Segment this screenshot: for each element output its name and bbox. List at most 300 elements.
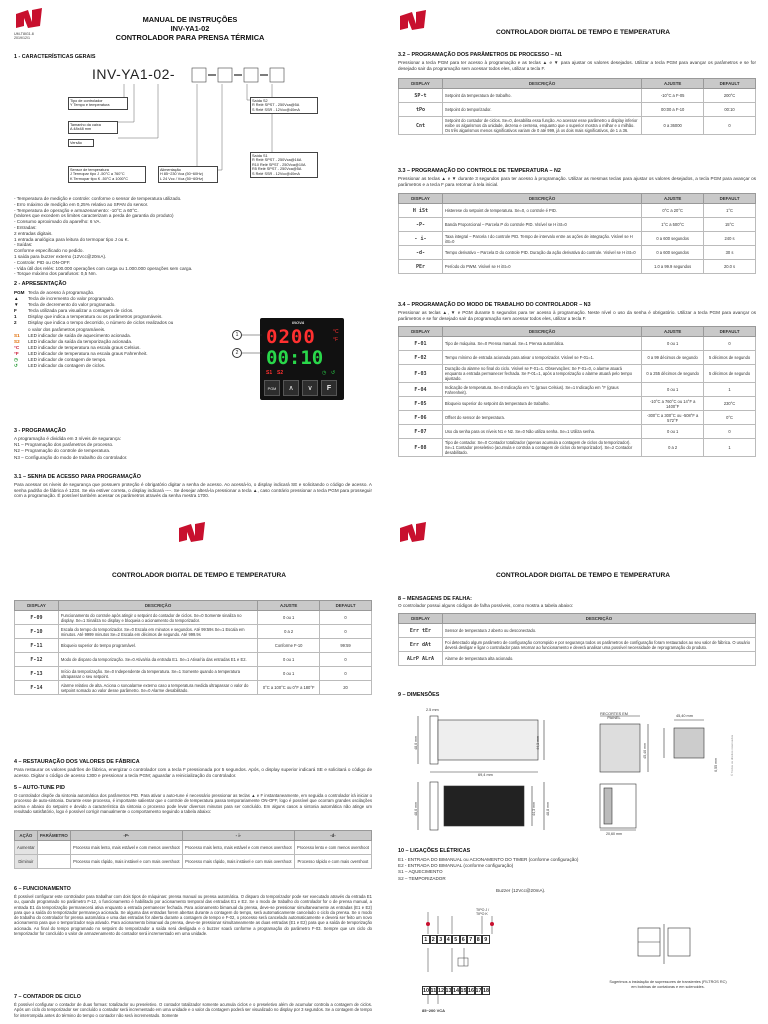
- presentation-key: 2: [14, 320, 17, 326]
- programming-levels: [14, 436, 374, 461]
- tipo-title: Tipo de controlador: [70, 99, 103, 103]
- faults-text: O controlador possui alguns códigos de falha possíveis, como mostra a tabela abaixo:: [398, 603, 574, 608]
- table-n3: [398, 326, 756, 457]
- presentation-desc: LED indicador da saída da temporização acionada.: [28, 338, 133, 344]
- value-cell: 0 a 2: [258, 625, 320, 639]
- table-row: [399, 397, 756, 411]
- snubber-diagram: [634, 920, 704, 980]
- tuning-effect: Processo mais lento, mais estável e com menos overshoot: [182, 841, 294, 855]
- spec-line: - Temperatura de operação e armazenamento: -10°C a 60°C.: [14, 207, 139, 213]
- value-cell: 30 s: [704, 246, 756, 260]
- spec-line: - Erro máximo de medição em 0,25% relativo ao SPAN do sensor.: [14, 201, 149, 207]
- table-header-cell: AÇÃO: [15, 831, 38, 841]
- value-cell: 15°C: [704, 218, 756, 232]
- callout-2: 2: [232, 348, 242, 358]
- s2-s: S Relé SSR - 12Vcc@40mA: [252, 107, 300, 112]
- description-cell: Setpoint do temporizador.: [442, 103, 641, 117]
- alim-title: Alimentação: [160, 168, 181, 172]
- tuning-effect: Processo mais lento, mais estável e com menos overshoot: [70, 841, 182, 855]
- led-f: °F: [333, 337, 339, 343]
- table-row: [15, 611, 372, 625]
- dim-f: 45,40 mm: [676, 714, 693, 718]
- spec-line: - Torque máximo dos parafusos: 0,5 Nm.: [14, 271, 97, 277]
- section-n1: 3.2 – PROGRAMAÇÃO DOS PARÂMETROS DE PROCESSO – N1: [398, 52, 563, 58]
- spec-line: 1 saída para buzzer externo (12Vcc@20mA).: [14, 253, 107, 259]
- table-header-row: [15, 831, 372, 841]
- s2-box: [250, 97, 318, 114]
- value-cell: 99:59: [320, 639, 372, 653]
- display-code: H iSt: [399, 204, 443, 218]
- tuning-effect: Processo lento e com menos overshoot: [294, 841, 371, 855]
- display-code: F-14: [15, 681, 59, 695]
- value-cell: 0 ou 1: [258, 667, 320, 681]
- display-code: F-10: [15, 625, 59, 639]
- value-cell: 0 ou 1: [642, 337, 704, 351]
- table-row: [399, 652, 756, 666]
- table-header-row: [15, 601, 372, 611]
- sensor-k: K Termopar tipo K -50°C a 1000°C: [70, 176, 129, 181]
- page-1: [0, 0, 384, 512]
- presentation-key: S2: [14, 338, 20, 344]
- value-cell: 0°C: [704, 411, 756, 425]
- programming-line: N1 – Programação dos parâmetros de processo.: [14, 442, 114, 448]
- presentation-desc: LED indicador de saída de aquecimento acionada.: [28, 332, 131, 338]
- terminal: 12: [438, 988, 444, 994]
- s1-s: S Relé SSR - 12Vcc@40mA: [252, 171, 300, 176]
- wiring-line: E1 - ENTRADA DO BIMANUAL ou ACIONAMENTO DO TIMER (conforme configuração): [398, 857, 579, 862]
- terminal: 9: [482, 935, 490, 944]
- terminal: 18: [483, 988, 489, 994]
- sensor-box: [68, 166, 146, 183]
- presentation-desc: Tecla de decremento do valor programado.: [28, 302, 116, 308]
- callout-1: 1: [232, 330, 242, 340]
- display-code: F-08: [399, 439, 443, 457]
- spec-line: (Valores que excedem os limites caracterizam a perda de garantia do produto): [14, 213, 174, 219]
- presentation-desc: Display que indica o tempo decorrido, o número de ciclos realizados ou: [28, 320, 174, 326]
- brand-logo: [177, 522, 207, 544]
- tamanho-value: A 48x48 mm: [70, 127, 92, 132]
- table-faults: [398, 613, 756, 666]
- section-general: 1 - CARACTERÍSTICAS GERAIS: [14, 54, 96, 60]
- value-cell: 0 ou 1: [258, 611, 320, 625]
- value-cell: 0°C a 20°C: [642, 204, 704, 218]
- value-cell: 1: [704, 383, 756, 397]
- table-row: [399, 439, 756, 457]
- value-cell: 0: [320, 625, 372, 639]
- display-code: PEr: [399, 260, 443, 274]
- table-header-row: [399, 194, 756, 204]
- display-code: F-07: [399, 425, 443, 439]
- tuning-spacer: [37, 855, 70, 869]
- display-code: F-03: [399, 365, 443, 383]
- description-cell: Tipo de contador. Se=0 Contador totalizador (apenas acumula a contagem de ciclos do temporizador). Se=1 Contador preseletivo (acumula e controla a contagem de ciclos do temporizador). Se=2 Contador desabilitado.: [442, 439, 641, 457]
- timer-icon: ◷: [322, 370, 327, 376]
- dim-d: 69,4 mm: [478, 773, 493, 777]
- terminal: 8: [475, 935, 483, 944]
- section-presentation: 2 - APRESENTAÇÃO: [14, 281, 67, 287]
- table-row: [15, 639, 372, 653]
- table-header-cell: DISPLAY: [399, 614, 443, 624]
- table-tuning: [14, 830, 372, 869]
- section-programming: 3 - PROGRAMAÇÃO: [14, 428, 66, 434]
- spec-line: - Consumo aproximado do aparelho: 6 VA.: [14, 219, 101, 225]
- page-4: [384, 512, 768, 1024]
- table-header-cell: DESCRIÇÃO: [442, 79, 641, 89]
- alim-l: L 24 Vcc / Vca (50~60Hz): [160, 176, 204, 181]
- value-cell: 0 a 36000: [642, 117, 704, 135]
- sensor-title: Sensor de temperatura: [70, 168, 109, 172]
- presentation-key: F: [14, 308, 17, 314]
- brand-code: UM-T8IG1.8: [14, 32, 34, 36]
- table-row: [399, 246, 756, 260]
- tuning-action: Aumentar: [15, 841, 38, 855]
- pgm-button[interactable]: PGM: [264, 380, 280, 396]
- table-row: [399, 337, 756, 351]
- alim-h: H 85~230 Vca (50~60Hz): [160, 172, 204, 177]
- terminal: 3: [437, 935, 445, 944]
- table-header-cell: DESCRIÇÃO: [442, 194, 641, 204]
- page-header: CONTROLADOR DIGITAL DE TEMPO E TEMPERATURA: [112, 572, 286, 579]
- tamanho-title: Tamanho da caixa: [70, 123, 101, 127]
- terminal: 10: [423, 988, 429, 994]
- display-code: Err tEr: [399, 624, 443, 638]
- n3-text: Pressionar as teclas ▲, ▼ e PGM durante 5 segundos para ter acesso à programação. Neste nível o uso da senha é obrigatório. Utilizar a tecla PGM para avançar os parâmetros e se for desejado sair da programação sem acessar todos eles, utilizar a tecla F.: [398, 310, 756, 321]
- presentation-list: [14, 290, 239, 369]
- section-faults: 8 – MENSAGENS DE FALHA:: [398, 596, 472, 602]
- section-factory: 4 – RESTAURAÇÃO DOS VALORES DE FÁBRICA: [14, 759, 140, 765]
- table-row: [399, 89, 756, 103]
- table-header-cell: DESCRIÇÃO: [58, 601, 257, 611]
- table-row: [399, 624, 756, 638]
- dim-i: 48,0 mm: [414, 801, 419, 816]
- value-cell: 0 ou 1: [642, 425, 704, 439]
- value-cell: 0: [320, 667, 372, 681]
- page-2: [384, 0, 768, 512]
- table-header-cell: AJUSTE: [642, 327, 704, 337]
- table-row: [15, 667, 372, 681]
- spec-line: - Controle: PID ou ON-OFF.: [14, 259, 71, 265]
- presentation-desc: LED indicador de temperatura na escala graus Celsius.: [28, 344, 141, 350]
- description-cell: Banda Proporcional – Parcela P do controle PID. Visível se H iSt=0: [442, 218, 641, 232]
- value-cell: -10°C a F-05: [642, 89, 704, 103]
- table-header-cell: DISPLAY: [399, 194, 443, 204]
- value-cell: 0 a 600 segundos: [642, 232, 704, 246]
- table-header-cell: -P-: [70, 831, 182, 841]
- value-cell: 5 décimos de segundo: [704, 365, 756, 383]
- terminal: 1: [422, 935, 430, 944]
- description-cell: Alarme de temperatura alta acionado.: [442, 652, 755, 666]
- tuning-action: Diminuir: [15, 855, 38, 869]
- dim-c: 44,3 mm: [536, 735, 541, 750]
- callout-lines: [242, 333, 264, 357]
- f-button[interactable]: F: [321, 380, 337, 396]
- table-row: [399, 365, 756, 383]
- page-header: CONTROLADOR DIGITAL DE TEMPO E TEMPERATURA: [496, 572, 670, 579]
- value-cell: 1: [704, 439, 756, 457]
- tipo-box: [68, 97, 128, 110]
- table-header-cell: AJUSTE: [642, 79, 704, 89]
- specs-list: [14, 196, 374, 277]
- table-header-cell: PARÂMETRO: [37, 831, 70, 841]
- password-text: Para acessar os níveis de segurança que possuem proteção é obrigatório digitar a senha de acesso. Ao acessá-lo, o display indicará SE e solicitando o código de acesso. A senha padrão de fábrica é 1234. Se ela estiver correta, o display indicará ----. Se desejar alterá-la pressionar a tecla ▲, caso contrário pressionar a tecla PGM para prosseguir com a programação. É possível também acessar os parâmetros através da senha mestra 1700.: [14, 482, 372, 499]
- value-cell: 0 a 255 décimos de segundo: [642, 365, 704, 383]
- programming-line: N2 – Programação do controle de temperatura.: [14, 448, 111, 454]
- value-cell: 230°C: [704, 397, 756, 411]
- presentation-key: S1: [14, 332, 20, 338]
- presentation-row: [14, 363, 239, 369]
- description-cell: Duração do alarme no final do ciclo. Visível se F-01=1. Observações: Se F-01=0, o alarme atuará enquanto a entrada permanecer fechada. Se F-01=1, após a temporização o alarme atuará pelo tempo ajustado.: [442, 365, 641, 383]
- buzzer-label: Buzzer (12Vcc@20mA).: [496, 888, 546, 893]
- spec-line: - Temperatura de medição e controle: conforme o sensor de temperatura utilizado.: [14, 196, 182, 201]
- table-row: [399, 260, 756, 274]
- terminal-row-bottom: [422, 986, 490, 995]
- presentation-key: ↺: [14, 363, 18, 369]
- presentation-desc: Display que indica a temperatura ou os parâmetros programáveis.: [28, 314, 163, 320]
- table-header-cell: AJUSTE: [642, 194, 704, 204]
- spec-line: - Saídas:: [14, 242, 33, 248]
- value-cell: 20: [320, 681, 372, 695]
- description-cell: Histerese do setpoint de temperatura. Se=0, o controle é PID.: [442, 204, 641, 218]
- doc-subtitle: CONTROLADOR PARA PRENSA TÉRMICA: [115, 33, 265, 42]
- factory-text: Para restaurar os valores padrões de fábrica, energizar o controlador com a tecla F pressionada por 5 segundos. Após, o display superior indicará SE e solicitará o código de acesso. Digitar o código de acesso 1300 e pressionar a tecla PGM; aguardar a reinicialização do controlador.: [14, 767, 372, 778]
- description-cell: Indicação de temperatura. Se=0 Indicação em °C (graus Celsius). Se=1 Indicação em °F (graus Fahrenheit).: [442, 383, 641, 397]
- brand-logo: [398, 522, 428, 544]
- value-cell: 1.0 a 99.9 segundos: [642, 260, 704, 274]
- versao-box: Versão: [68, 139, 94, 147]
- presentation-key: PGM: [14, 290, 25, 295]
- display-code: -d-: [399, 246, 443, 260]
- table-header-cell: DEFAULT: [704, 79, 756, 89]
- section-n3: 3.4 – PROGRAMAÇÃO DO MODO DE TRABALHO DO CONTROLADOR – N3: [398, 302, 591, 308]
- value-cell: Conforme F-10: [258, 639, 320, 653]
- table-row: [399, 218, 756, 232]
- page-3: [0, 512, 384, 1024]
- section-n2: 3.3 – PROGRAMAÇÃO DO CONTROLE DE TEMPERATURA – N2: [398, 168, 561, 174]
- description-cell: Alarme relativo de alta. Aciona o sonoalarme externo caso a temperatura medida ultrapassar o valor do setpoint somado ao valor desse parâmetro. Se=0 Alarme desabilitado.: [58, 681, 257, 695]
- tuning-effect: Processo mais rápido, mais instável e com mais overshoot: [182, 855, 294, 869]
- terminal: 11: [430, 988, 437, 994]
- led-s1: S1: [266, 370, 273, 376]
- table-header-row: [399, 614, 756, 624]
- n2-text: Pressionar as teclas ▲ e ▼ durante 3 segundos para ter acesso à programação. Utilizar as mesmas teclas para ajustar os valores desejados, a tecla PGM para avançar os parâmetros e a tecla F para retornar à tela inicial.: [398, 176, 756, 187]
- table-header-cell: DEFAULT: [704, 327, 756, 337]
- table-header-cell: DISPLAY: [15, 601, 59, 611]
- sensor-type-label: TIPO J / TIPO K: [476, 908, 490, 917]
- presentation-key: ▼: [14, 302, 19, 308]
- section-password: 3.1 – SENHA DE ACESSO PARA PROGRAMAÇÃO: [14, 474, 141, 480]
- value-cell: 5 décimos de segundo: [704, 351, 756, 365]
- display-code: Cnt: [399, 117, 443, 135]
- value-cell: 240 s: [704, 232, 756, 246]
- description-cell: Bloqueio superior do tempo programável.: [58, 639, 257, 653]
- display-code: F-05: [399, 397, 443, 411]
- display-bottom: 00:10: [266, 347, 324, 369]
- wiring-line: E2 - ENTRADA DO BIMANUAL (conforme configuração): [398, 863, 514, 869]
- table-row: [399, 638, 756, 652]
- device-illustration: [260, 318, 344, 400]
- table-row: [399, 204, 756, 218]
- table-row: [15, 653, 372, 667]
- display-top: 0200: [266, 326, 316, 348]
- presentation-desc: LED indicador da contagem de ciclos.: [28, 363, 106, 369]
- value-cell: 0: [704, 337, 756, 351]
- display-code: F-11: [15, 639, 59, 653]
- up-button[interactable]: ∧: [283, 380, 299, 396]
- supply-label: 85~200 VCA: [422, 1008, 446, 1013]
- display-code: F-06: [399, 411, 443, 425]
- description-cell: Funcionamento do controle após atingir o setpoint do contador de ciclos. Se=0 Somente sinaliza no display. Se=1 Sinaliza no display e bloqueia o acionamento do temporizador.: [58, 611, 257, 625]
- spec-line: - Entradas:: [14, 224, 37, 230]
- wiring-diagram: [420, 912, 510, 1010]
- spec-line: Conforme especificado no pedido.: [14, 248, 84, 254]
- dim-b: 48,0 mm: [414, 735, 419, 750]
- presentation-key: °F: [14, 350, 19, 356]
- display-code: ALrP ALrA: [399, 652, 443, 666]
- s1-r10: R10 Relé SPST - 250Vca@10A: [252, 162, 306, 167]
- s1-box: [250, 152, 318, 178]
- section-autotune: 5 – AUTO-TUNE PID: [14, 785, 65, 791]
- value-cell: 0 a 99 décimos de segundo: [642, 351, 704, 365]
- section-dimensions: 9 – DIMENSÕES: [398, 692, 440, 698]
- display-code: -P-: [399, 218, 443, 232]
- table-n2: [398, 193, 756, 274]
- table-row: [399, 117, 756, 135]
- table-header-cell: DISPLAY: [399, 79, 443, 89]
- description-cell: Tempo mínimo de entrada acionada para ativar o temporizador. Visível se F-01=1.: [442, 351, 641, 365]
- description-cell: Bloqueio superior do setpoint da temperatura de trabalho.: [442, 397, 641, 411]
- value-cell: 0: [704, 117, 756, 135]
- terminal: 14: [453, 988, 459, 994]
- table-row: [15, 681, 372, 695]
- value-cell: 0: [320, 611, 372, 625]
- doc-title: MANUAL DE INSTRUÇÕES: [142, 15, 238, 24]
- value-cell: 0: [320, 653, 372, 667]
- down-button[interactable]: ∨: [302, 380, 318, 396]
- description-cell: Escala do tempo do temporizador. Se=0 Escala em minutos e segundos. Até 99:59s Se=1 Escala em minutos. Até 9999 minutos Se=2 Escala em décimos de segundo. Até 999.9s: [58, 625, 257, 639]
- counter-text: É possível configurar o contador de duas formas: totalizador ou preseletivo. O contador totalizador somente acumula ciclos e o preseletivo além de acumular controla a contagem de ciclos. Após um ciclo do temporizador ser concluído o contador será incrementado em uma unidade e o valor da contagem poderá ser visualizado no display por 3 segundos. Se a contagem de tempo for interrompida antes do término do tempo o contador não será incrementado. Somente: [14, 1002, 372, 1018]
- s1-r: R Relé SPST - 250Vca@16A: [252, 158, 302, 163]
- led-c: °C: [333, 329, 339, 335]
- table-header-cell: DISPLAY: [399, 327, 443, 337]
- terminal: 15: [460, 988, 467, 994]
- terminal: 4: [445, 935, 453, 944]
- table-row: [399, 383, 756, 397]
- terminal-row-top: [422, 935, 490, 944]
- display-code: F-12: [15, 653, 59, 667]
- presentation-desc: LED indicador de temperatura na escala graus Fahrenheit.: [28, 350, 148, 356]
- programming-line: N3 – Configuração do modo de trabalho do controlador.: [14, 454, 128, 460]
- table-header-cell: DESCRIÇÃO: [442, 327, 641, 337]
- programming-line: A programação é dividida em 3 níveis de segurança:: [14, 436, 121, 441]
- table-header-cell: DEFAULT: [320, 601, 372, 611]
- table-n1: [398, 78, 756, 135]
- value-cell: 1°C a 500°C: [642, 218, 704, 232]
- presentation-key: 1: [14, 314, 17, 320]
- terminal: 17: [475, 988, 482, 994]
- terminal: 2: [430, 935, 438, 944]
- brand-logo: [398, 10, 428, 32]
- description-cell: Sensor de temperatura J aberto ou desconectado.: [442, 624, 755, 638]
- sensor-j: J Termopar tipo J -50°C a 760°C: [70, 172, 125, 177]
- description-cell: Offset do sensor de temperatura.: [442, 411, 641, 425]
- model-code-boxes: [190, 66, 300, 84]
- value-cell: 0 a 600 segundos: [642, 246, 704, 260]
- display-code: F-01: [399, 337, 443, 351]
- presentation-desc: Tecla de incremento do valor programado.: [28, 296, 115, 302]
- dim-j: 44,3 mm: [532, 801, 537, 816]
- table-row: [399, 103, 756, 117]
- display-code: F-09: [15, 611, 59, 625]
- doc-model: INV-YA1-02: [170, 24, 210, 33]
- description-cell: Setpoint da temperatura de trabalho.: [442, 89, 641, 103]
- presentation-desc: o valor dos parâmetros programáveis.: [28, 326, 106, 332]
- table-header-cell: AJUSTE: [258, 601, 320, 611]
- operation-text: É possível configurar este controlador para trabalhar com dois tipos de máquinas: prensa manual ou prensa automática. O disparo do temporizador pode ser executado através da entrada E1 ou, quando programado no parâmetro F-12, o funcionamento é habilitado por acionamento temporal das entradas E1 e E2. Se o modo de trabalho do controlador for o de prensa manual, a entrada E1 da temporização permanecerá ativa enquanto a entrada permanecer fechada. Para acionamento bimanual da prensa, deve-se pressionar simultaneamente as entradas (E1 e E2) para que a saída do temporizador permaneça acionada. Se alguma das entradas forem abertas durante a contagem do tempo, será automaticamente cancelado o ciclo da prensa. Se o modo de trabalho do controlador for prensa automática e uma das entradas for aberta durante a contagem de tempo e F-02, o processo será cancelado automaticamente e deverá ser feito um novo acionamento para que o temporizador seja ativado. Para acionamento bimanual da prensa, deve-se pressionar simultaneamente as duas entradas (E1 e E2) para que a saída de temporização acionada. Ao final do tempo programado no setpoint do temporizador a saída será desligada e o buzzer soará conforme a programação do parâmetro F-03. Sempre que um ciclo do temporizador for concluído o valor de armazenamento do contador será incrementado em uma unidade.: [14, 894, 372, 937]
- table-row: [15, 855, 372, 869]
- table-header-cell: DEFAULT: [704, 194, 756, 204]
- display-code: SP-t: [399, 89, 443, 103]
- value-cell: -10°C a 760°C ou 14°F a 1400°F: [642, 397, 704, 411]
- table-n3-cont: [14, 600, 372, 695]
- device-brand: INOVA: [292, 320, 305, 325]
- dim-e: RECORTES EM PAINEL: [600, 712, 628, 721]
- table-row: [15, 625, 372, 639]
- terminal: 6: [460, 935, 468, 944]
- dim-k: 48,8 mm: [546, 801, 551, 816]
- value-cell: 20.0 s: [704, 260, 756, 274]
- presentation-key: ◷: [14, 357, 19, 363]
- table-header-row: [399, 327, 756, 337]
- value-cell: 0 a 2: [642, 439, 704, 457]
- table-row: [399, 351, 756, 365]
- description-cell: Tempo derivativo – Parcela D do controle PID. Duração da ação derivativa do controle. Visível se H iSt=0: [442, 246, 641, 260]
- description-cell: Setpoint do contador de ciclos. Se=0, desabilita essa função. Ao acessar esse parâmetro o display inferior exibe os algarismos da unidade, dezena e centena, enquanto que o superior mostra o milhar e o milhão. Os três algarismos menos significativos variam de 0 até 999, já os dois mais significativos, de 1 a 36.: [442, 117, 641, 135]
- section-counter: 7 – CONTADOR DE CICLO: [14, 994, 81, 1000]
- description-cell: Uso da senha para os níveis N1 e N2. Se=0 Não utiliza senha. Se=1 Utiliza senha.: [442, 425, 641, 439]
- alim-box: [158, 166, 218, 183]
- dim-g: 45,40 mm: [643, 742, 648, 759]
- presentation-desc: Tecla de acesso à programação.: [28, 290, 95, 295]
- s2-title: Saída S2: [252, 99, 268, 103]
- spec-line: 2 entradas digitais.: [14, 230, 53, 236]
- display-code: - i-: [399, 232, 443, 246]
- section-operation: 6 – FUNCIONAMENTO: [14, 886, 71, 892]
- led-s2: S2: [277, 370, 284, 376]
- table-row: [15, 841, 372, 855]
- table-row: [399, 411, 756, 425]
- snubber-note: Sugerimos a instalação de supressores de transientes (FILTROS RC) em bobinas de contatoras e em solenoides.: [609, 980, 727, 989]
- dim-a: 2.5 mm: [426, 708, 439, 712]
- presentation-desc: LED indicador de contagem de tempo.: [28, 357, 107, 363]
- value-cell: -300°C a 300°C ou -508°F a 572°F: [642, 411, 704, 425]
- table-header-row: [399, 79, 756, 89]
- display-code: F-02: [399, 351, 443, 365]
- table-row: [399, 232, 756, 246]
- table-header-cell: - i-: [182, 831, 294, 841]
- description-cell: Taxa integral – Parcela I do controle PID. Tempo de intervalo entre as ações de integração. Visível se H iSt=0: [442, 232, 641, 246]
- description-cell: Período do PWM. Visível se H iSt=0: [442, 260, 641, 274]
- value-cell: 00:10: [704, 103, 756, 117]
- presentation-desc: Tecla utilizada para visualizar a contagem de ciclos.: [28, 308, 134, 314]
- n1-text: Pressionar a tecla PGM para ter acesso à programação e as teclas ▲ e ▼ para ajustar os valores desejados. Utilizar a tecla PGM para avançar os parâmetros e se for desejado sair da programação sem acessar todos eles, utilizar a tecla F.: [398, 60, 756, 71]
- presentation-key: °C: [14, 344, 20, 350]
- dimension-drawings: [404, 702, 744, 832]
- wiring-line: S2 – TEMPORIZADOR: [398, 875, 446, 881]
- value-cell: 00:00 a F-10: [642, 103, 704, 117]
- value-cell: 0 ou 1: [258, 653, 320, 667]
- wiring-line: S1 – AQUECIMENTO: [398, 869, 443, 875]
- model-code: INV-YA1-02-: [92, 66, 176, 82]
